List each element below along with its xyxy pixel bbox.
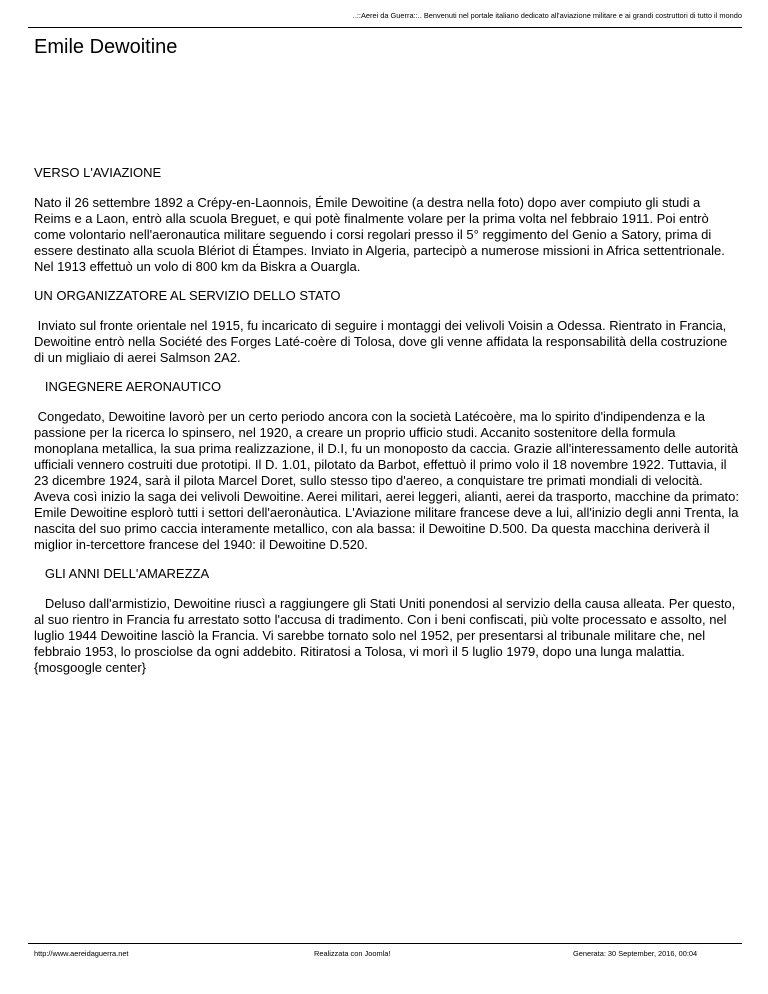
header-divider [28, 27, 742, 28]
article-title: Emile Dewoitine [34, 36, 178, 58]
article-body [34, 165, 743, 676]
site-header-title: ..::Aerei da Guerra::.. Benvenuti nel portale italiano dedicato all'aviazione militare e ai grandi costruttori di tutto il mondo [352, 11, 742, 20]
section-text-amarezza: Deluso dall'armistizio, Dewoitine riuscì a raggiungere gli Stati Uniti ponendosi al servizio della causa alleata. Per questo, al suo rientro in Francia fu arrestato sotto l'accusa di tradimento. Con i beni confiscati, più volte processato e assolto, nel luglio 1944 Dewoitine lasciò la Francia. Vi sarebbe tornato solo nel 1952, per presentarsi al tribunale militare che, nel febbraio 1953, lo prosciolse da ogni addebito. Ritiratosi a Tolosa, vi morì il 5 luglio 1979, dopo una lunga malattia.{mosgoogle center} [34, 596, 739, 675]
section-heading-ingegnere: INGEGNERE AERONAUTICO [34, 379, 222, 394]
section-text-ingegnere: Congedato, Dewoitine lavorò per un certo periodo ancora con la società Latécoère, ma lo spirito d'indipendenza e la passione per la ricerca lo spinsero, nel 1920, a creare un proprio ufficio studi. Accanito sostenitore della formula monoplana metallica, la sua prima realizzazione, il D.I, fu un monoposto da caccia. Grazie all'interessamento delle autorità ufficiali vennero costruiti due prototipi. Il D. 1.01, pilotato da Barbot, effettuò il primo volo il 18 novembre 1922. Tuttavia, il 23 dicembre 1924, sarà il pilota Marcel Doret, sullo stesso tipo d'aereo, a conquistare tre primati mondiali di velocità. Aveva così inizio la saga dei velivoli Dewoitine. Aerei militari, aerei leggeri, alianti, aerei da trasporto, macchine da primato: Emile Dewoitine esplorò tutti i settori dell'aeronàutica. L'Aviazione militare francese deve a lui, all'inizio degli anni Trenta, la nascita del suo primo caccia interamente metallico, con ala bassa: il Dewoitine D.500. Da questa macchina deriverà il miglior in-tercettore francese del 1940: il Dewoitine D.520. [34, 409, 743, 552]
footer-divider [28, 943, 742, 944]
section-text-organizzatore: Inviato sul fronte orientale nel 1915, fu incaricato di seguire i montaggi dei velivoli Voisin a Odessa. Rientrato in Francia, Dewoitine entrò nella Société des Forges Laté-coère di Tolosa, dove gli venne affidata la responsabilità della costruzione di un migliaio di aerei Salmson 2A2. [34, 318, 731, 365]
footer-generated-date: Generata: 30 September, 2016, 00:04 [573, 949, 698, 958]
footer-site-url[interactable]: http://www.aereidaguerra.net [34, 949, 129, 958]
section-heading-verso-aviazione: VERSO L'AVIAZIONE [34, 165, 162, 180]
section-text-verso-aviazione: Nato il 26 settembre 1892 a Crépy-en-Laonnois, Émile Dewoitine (a destra nella foto) dopo aver compiuto gli studi a Reims e a Laon, entrò alla scuola Breguet, e qui potè finalmente volare per la prima volta nel febbraio 1911. Poi entrò come volontario nell'aeronautica militare seguendo i corsi regolari presso il 5° reggimento del Genio a Satory, prima di essere destinato alla scuola Blériot di Étampes. Inviato in Algeria, partecipò a numerose missioni in Africa settentrionale. Nel 1913 effettuò un volo di 800 km da Biskra a Ouargla. [34, 195, 725, 274]
section-heading-organizzatore: UN ORGANIZZATORE AL SERVIZIO DELLO STATO [34, 288, 341, 303]
footer-powered-by: Realizzata con Joomla! [314, 949, 391, 958]
section-heading-amarezza: GLI ANNI DELL'AMAREZZA [34, 566, 210, 581]
